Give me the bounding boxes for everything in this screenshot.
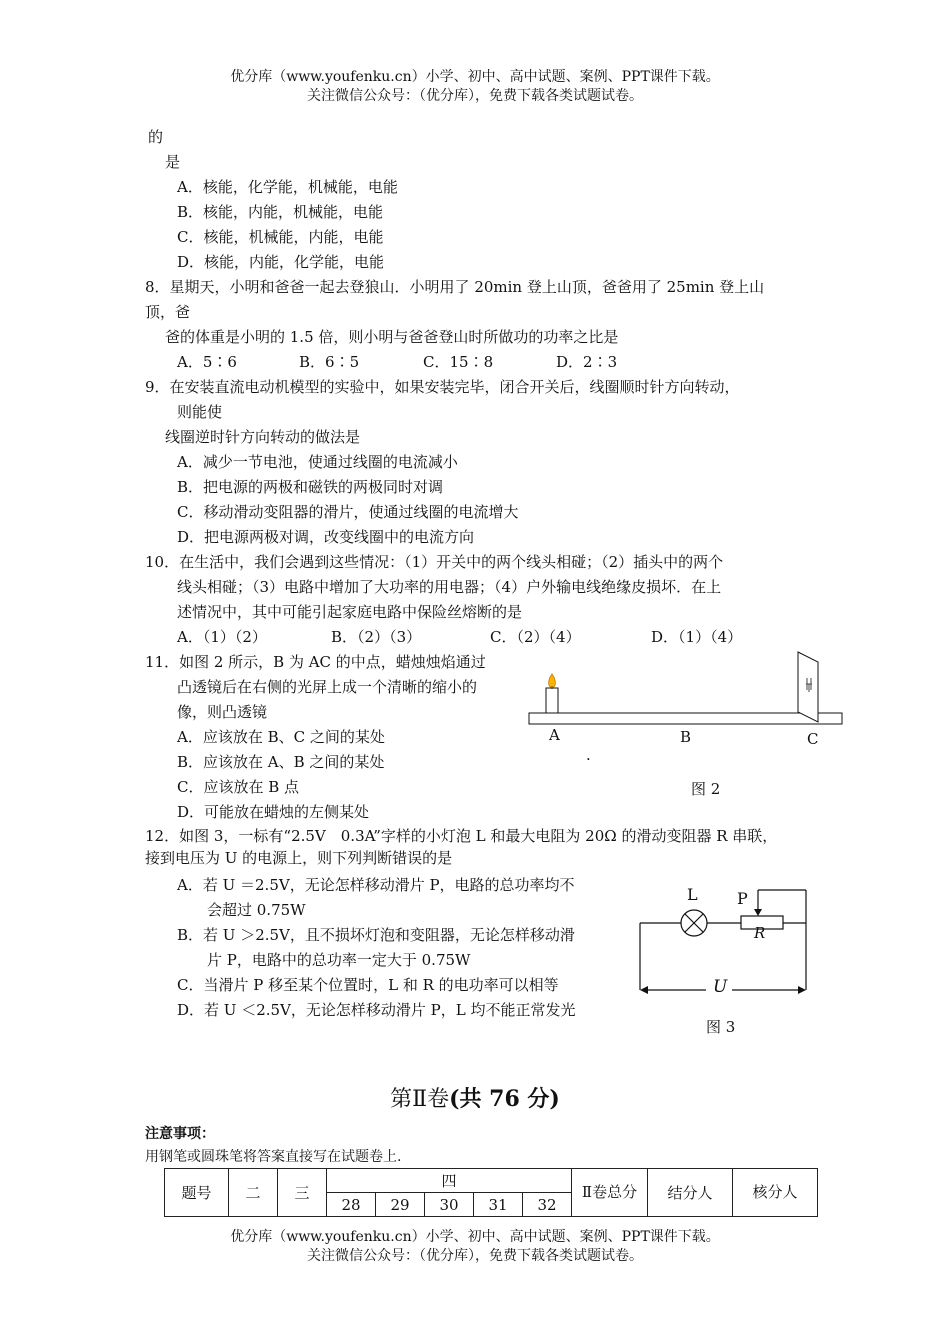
figure-2-label-a: A xyxy=(549,726,560,744)
q8-option-c: C．15∶8 xyxy=(423,353,494,371)
th-checker: 核分人 xyxy=(733,1169,818,1217)
q9-line-3: 线圈逆时针方向转动的做法是 xyxy=(165,428,361,446)
notice-text: 用钢笔或圆珠笔将答案直接写在试题卷上. xyxy=(145,1149,402,1165)
th-er: 二 xyxy=(229,1169,278,1217)
q12-line-1: 12．如图 3，一标有“2.5V 0.3A”字样的小灯泡 L 和最大电阻为 20Ω 的滑动变阻器 R 串联， xyxy=(145,827,778,845)
q9-line-2: 则能使 xyxy=(177,403,223,421)
q9-line-1: 9．在安装直流电动机模型的实验中，如果安装完毕，闭合开关后，线圈顺时针方向转动， xyxy=(145,378,740,396)
figure-2-label-b: B xyxy=(680,728,692,746)
optical-bench xyxy=(529,713,842,724)
q11-line-1: 11．如图 2 所示，B 为 AC 的中点，蜡烛烛焰通过 xyxy=(145,653,486,671)
q8-line-1: 8．星期天，小明和爸爸一起去登狼山．小明用了 20min 登上山顶，爸爸用了 25min 登上山 xyxy=(145,278,765,296)
q10-option-d: D．（1）（4） xyxy=(651,628,743,646)
slider-arrow-icon xyxy=(754,909,762,916)
section-2-title-score: (共 76 分) xyxy=(449,1086,560,1112)
th-28: 28 xyxy=(327,1193,376,1217)
q9-option-b: B．把电源的两极和磁铁的两极同时对调 xyxy=(177,478,444,496)
header-line-2: 关注微信公众号：（优分库），免费下载各类试题试卷。 xyxy=(307,88,643,104)
arrow-right-icon xyxy=(798,986,806,994)
th-total: Ⅱ卷总分 xyxy=(572,1169,648,1217)
q9-option-d: D．把电源两极对调，改变线圈中的电流方向 xyxy=(177,528,475,546)
figure-3-label-p: P xyxy=(737,889,748,908)
q10-option-a: A．（1）（2） xyxy=(177,628,267,646)
section-2-title xyxy=(0,1082,950,1113)
q9-option-c: C．移动滑动变阻器的滑片，使通过线圈的电流增大 xyxy=(177,503,519,521)
th-scorer: 结分人 xyxy=(648,1169,733,1217)
figure-3-label-r: R xyxy=(754,924,766,942)
candle-flame-icon xyxy=(549,674,556,688)
q7-option-a: A．核能，化学能，机械能，电能 xyxy=(177,178,398,196)
figure-3-label-l: L xyxy=(687,885,698,904)
q7-option-c: C．核能，机械能，内能，电能 xyxy=(177,228,384,246)
arrow-left-icon xyxy=(640,986,648,994)
figure-2 xyxy=(520,648,850,798)
q8-option-d: D．2∶3 xyxy=(556,353,618,371)
q11-line-2: 凸透镜后在右侧的光屏上成一个清晰的缩小的 xyxy=(177,678,478,696)
figure-3 xyxy=(628,880,818,1040)
q12-line-2: 接到电压为 U 的电源上，则下列判断错误的是 xyxy=(145,849,453,867)
header-line-1: 优分库（www.youfenku.cn）小学、初中、高中试题、案例、PPT课件下载。 xyxy=(230,69,720,85)
th-si: 四 xyxy=(327,1169,572,1193)
q12-option-d: D．若 U ＜2.5V，无论怎样移动滑片 P，L 均不能正常发光 xyxy=(177,1001,576,1019)
footer-line-1: 优分库（www.youfenku.cn）小学、初中、高中试题、案例、PPT课件下载。 xyxy=(230,1229,720,1245)
q7-stem-b: 是 xyxy=(165,153,181,171)
q7-option-b: B．核能，内能，机械能，电能 xyxy=(177,203,384,221)
score-table xyxy=(164,1168,818,1217)
q8-line-2: 顶，爸 xyxy=(145,303,191,321)
section-2-title-prefix: 第Ⅱ卷 xyxy=(390,1087,450,1112)
th-32: 32 xyxy=(523,1193,572,1217)
candle-body xyxy=(546,688,558,713)
footer-line-2: 关注微信公众号：（优分库），免费下载各类试题试卷。 xyxy=(307,1248,643,1264)
th-tihao: 题号 xyxy=(165,1169,229,1217)
figure-2-dot: · xyxy=(586,750,591,768)
q10-option-b: B．（2）（3） xyxy=(331,628,422,646)
figure-2-caption: 图 2 xyxy=(691,780,721,798)
q10-line-1: 10．在生活中，我们会遇到这些情况：（1）开关中的两个线头相碰；（2）插头中的两个 xyxy=(145,553,724,571)
q11-option-a: A．应该放在 B、C 之间的某处 xyxy=(177,728,385,746)
th-29: 29 xyxy=(376,1193,425,1217)
q12-option-a-1: A．若 U ＝2.5V，无论怎样移动滑片 P，电路的总功率均不 xyxy=(177,876,575,894)
q10-line-3: 述情况中，其中可能引起家庭电路中保险丝熔断的是 xyxy=(177,603,523,621)
light-screen xyxy=(798,652,818,722)
th-30: 30 xyxy=(425,1193,474,1217)
figure-3-caption: 图 3 xyxy=(706,1018,736,1036)
q12-option-b-1: B．若 U ＞2.5V，且不损坏灯泡和变阻器，无论怎样移动滑 xyxy=(177,926,575,944)
q12-option-c: C．当滑片 P 移至某个位置时，L 和 R 的电功率可以相等 xyxy=(177,976,559,994)
th-san: 三 xyxy=(278,1169,327,1217)
q8-line-3: 爸的体重是小明的 1.5 倍，则小明与爸爸登山时所做功的功率之比是 xyxy=(165,328,619,346)
q11-option-d: D．可能放在蜡烛的左侧某处 xyxy=(177,803,370,821)
q10-line-2: 线头相碰；（3）电路中增加了大功率的用电器；（4）户外输电线绝缘皮损坏．在上 xyxy=(177,578,722,596)
q11-option-c: C．应该放在 B 点 xyxy=(177,778,300,796)
figure-2-drawing xyxy=(520,648,850,798)
figure-2-label-c: C xyxy=(807,730,819,748)
notice-title: 注意事项： xyxy=(145,1126,215,1142)
q8-option-b: B．6∶5 xyxy=(299,353,360,371)
q11-option-b: B．应该放在 A、B 之间的某处 xyxy=(177,753,385,771)
q7-stem-a: 的 xyxy=(148,128,164,146)
q9-option-a: A．减少一节电池，使通过线圈的电流减小 xyxy=(177,453,458,471)
figure-3-label-u: U xyxy=(713,977,728,997)
q11-line-3: 像，则凸透镜 xyxy=(177,703,268,721)
q12-option-b-2: 片 P，电路中的总功率一定大于 0.75W xyxy=(207,951,471,969)
q7-option-d: D．核能，内能，化学能，电能 xyxy=(177,253,385,271)
th-31: 31 xyxy=(474,1193,523,1217)
q8-option-a: A．5∶6 xyxy=(177,353,237,371)
q12-option-a-2: 会超过 0.75W xyxy=(207,901,306,919)
q10-option-c: C．（2）（4） xyxy=(490,628,581,646)
